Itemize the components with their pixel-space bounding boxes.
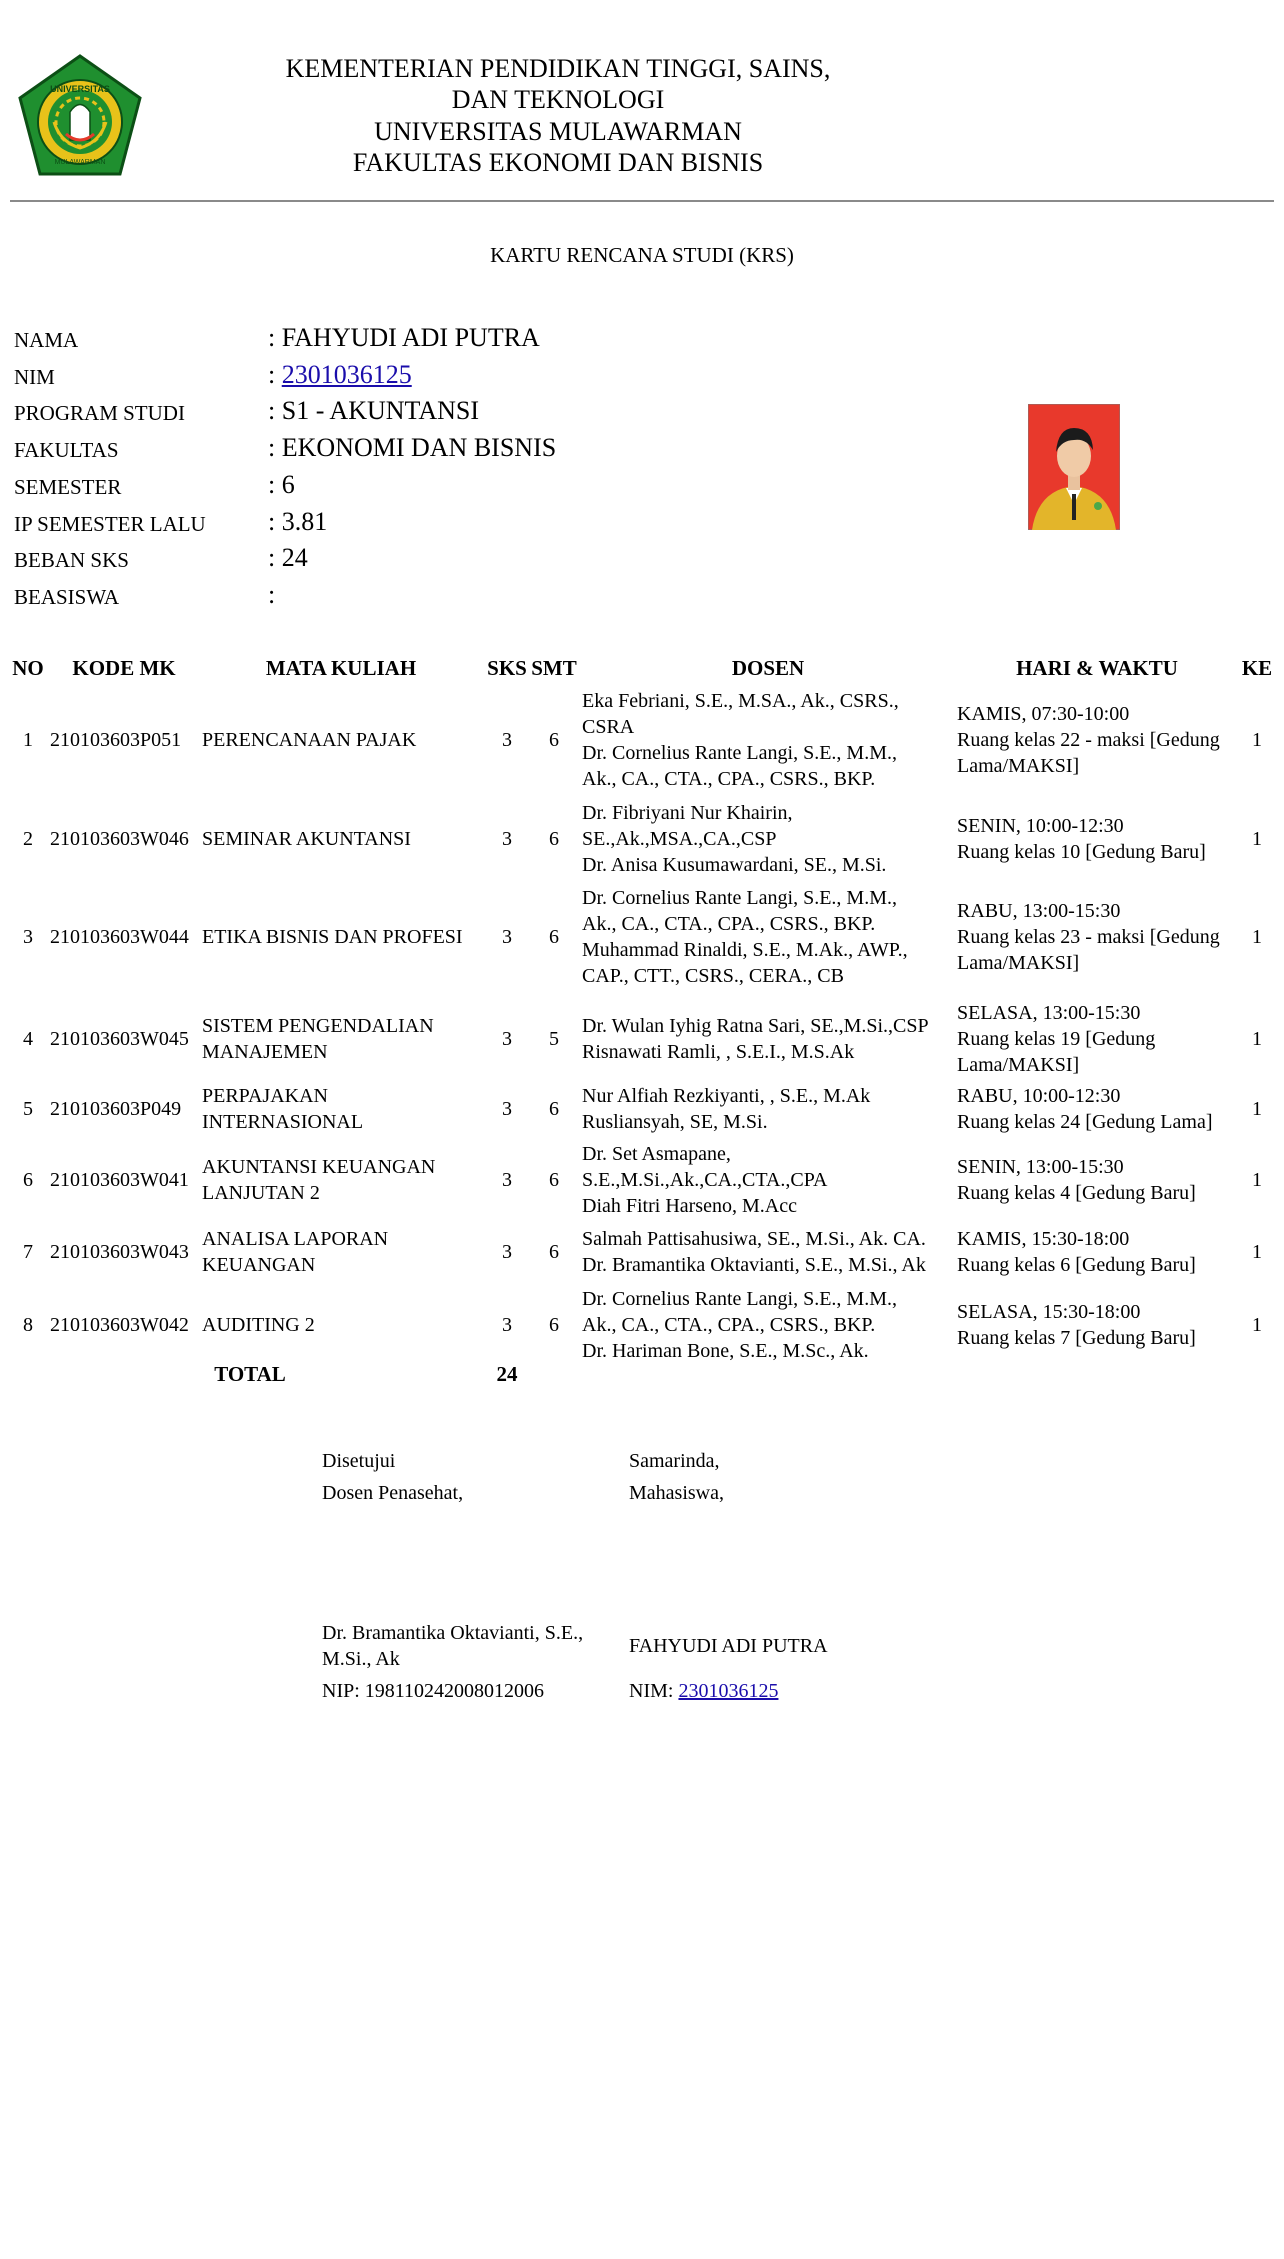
header-line-3: UNIVERSITAS MULAWARMAN xyxy=(374,117,742,146)
cell-schedule xyxy=(957,1000,1239,1078)
value-nim: : 2301036125 xyxy=(268,360,412,389)
lecturer-line: Rusliansyah, SE, M.Si. xyxy=(582,1111,768,1133)
label-faculty: FAKULTAS xyxy=(14,438,119,462)
cell-code: 210103603W045 xyxy=(50,1028,189,1050)
schedule-line: Ruang kelas 6 [Gedung Baru] xyxy=(957,1254,1196,1276)
schedule-line: SELASA, 13:00-15:30 xyxy=(957,1002,1141,1024)
th-schedule: HARI & WAKTU xyxy=(1016,656,1178,680)
cell-sks: 3 xyxy=(502,1028,512,1050)
lecturer-line: Muhammad Rinaldi, S.E., M.Ak., AWP., xyxy=(582,939,908,961)
student-place-label: Samarinda, xyxy=(629,1450,720,1472)
cell-smt: 6 xyxy=(549,1169,559,1191)
label-sks: BEBAN SKS xyxy=(14,548,129,572)
advisor-name: Dr. Bramantika Oktavianti, S.E., M.Si., Ak xyxy=(322,1622,584,1670)
lecturer-line: Dr. Hariman Bone, S.E., M.Sc., Ak. xyxy=(582,1340,869,1362)
th-course: MATA KULIAH xyxy=(265,656,417,680)
schedule-line: Ruang kelas 22 - maksi [Gedung xyxy=(957,729,1220,751)
cell-course xyxy=(202,1226,484,1278)
cell-smt: 6 xyxy=(549,828,559,850)
lecturer-line: Dr. Cornelius Rante Langi, S.E., M.M., xyxy=(582,1288,897,1310)
lecturer-line: Ak., CA., CTA., CPA., CSRS., BKP. xyxy=(582,768,876,790)
header-line-2: DAN TEKNOLOGI xyxy=(451,85,665,114)
header-line-4: FAKULTAS EKONOMI DAN BISNIS xyxy=(352,148,764,177)
th-sks: SKS xyxy=(487,656,527,680)
cell-class: 1 xyxy=(1252,1314,1262,1336)
label-semester: SEMESTER xyxy=(14,475,122,499)
cell-course xyxy=(202,1154,484,1206)
cell-sks: 3 xyxy=(502,729,512,751)
schedule-line: RABU, 10:00-12:30 xyxy=(957,1085,1121,1107)
th-code: KODE MK xyxy=(72,656,176,680)
label-program: PROGRAM STUDI xyxy=(14,401,185,425)
cell-class: 1 xyxy=(1252,1169,1262,1191)
cell-smt: 6 xyxy=(549,1314,559,1336)
course-line: AKUNTANSI KEUANGAN xyxy=(202,1156,436,1178)
cell-smt: 5 xyxy=(549,1028,559,1050)
value-ip: : 3.81 xyxy=(268,507,328,536)
schedule-line: Ruang kelas 4 [Gedung Baru] xyxy=(957,1182,1196,1204)
course-line: ETIKA BISNIS DAN PROFESI xyxy=(202,926,463,948)
header-divider xyxy=(10,200,1274,202)
cell-class: 1 xyxy=(1252,1241,1262,1263)
course-line: MANAJEMEN xyxy=(202,1041,328,1063)
schedule-line: SENIN, 13:00-15:30 xyxy=(957,1156,1124,1178)
label-scholarship: BEASISWA xyxy=(14,585,120,609)
schedule-line: RABU, 13:00-15:30 xyxy=(957,900,1121,922)
course-line: AUDITING 2 xyxy=(202,1314,315,1336)
cell-code: 210103603W044 xyxy=(50,926,189,948)
value-sks: : 24 xyxy=(268,543,308,572)
course-line: KEUANGAN xyxy=(202,1254,316,1276)
cell-course xyxy=(202,1312,484,1338)
cell-sks: 3 xyxy=(502,1314,512,1336)
cell-class: 1 xyxy=(1252,926,1262,948)
cell-course xyxy=(202,924,484,950)
advisor-role-label: Dosen Penasehat, xyxy=(322,1482,464,1504)
course-line: PERPAJAKAN xyxy=(202,1085,328,1107)
cell-class: 1 xyxy=(1252,729,1262,751)
course-line: SISTEM PENGENDALIAN xyxy=(202,1015,434,1037)
lecturer-line: CSRA xyxy=(582,716,635,738)
cell-schedule xyxy=(957,1154,1239,1206)
lecturer-line: Diah Fitri Harseno, M.Acc xyxy=(582,1195,797,1217)
cell-course xyxy=(202,826,484,852)
cell-schedule xyxy=(957,813,1239,865)
cell-sks: 3 xyxy=(502,828,512,850)
cell-code: 210103603W042 xyxy=(50,1314,189,1336)
lecturer-line: Ak., CA., CTA., CPA., CSRS., BKP. xyxy=(582,913,876,935)
lecturer-line: Ak., CA., CTA., CPA., CSRS., BKP. xyxy=(582,1314,876,1336)
cell-lecturer xyxy=(582,1286,954,1364)
lecturer-line: CAP., CTT., CSRS., CERA., CB xyxy=(582,965,844,987)
logo-text: UNIVERSITAS xyxy=(50,84,110,94)
lecturer-line: Nur Alfiah Rezkiyanti, , S.E., M.Ak xyxy=(582,1085,871,1107)
course-line: LANJUTAN 2 xyxy=(202,1182,320,1204)
cell-lecturer xyxy=(582,688,954,792)
th-no: NO xyxy=(12,656,44,680)
lecturer-line: SE.,Ak.,MSA.,CA.,CSP xyxy=(582,828,777,850)
cell-smt: 6 xyxy=(549,1241,559,1263)
cell-schedule xyxy=(957,701,1239,779)
cell-lecturer xyxy=(582,800,954,878)
header-line-1: KEMENTERIAN PENDIDIKAN TINGGI, SAINS, xyxy=(285,54,831,83)
cell-no: 2 xyxy=(23,828,33,850)
cell-no: 4 xyxy=(23,1028,33,1050)
cell-no: 5 xyxy=(23,1098,33,1120)
lecturer-line: Dr. Wulan Iyhig Ratna Sari, SE.,M.Si.,CSP xyxy=(582,1015,929,1037)
cell-no: 3 xyxy=(23,926,33,948)
cell-course xyxy=(202,727,484,753)
schedule-line: KAMIS, 07:30-10:00 xyxy=(957,703,1130,725)
cell-sks: 3 xyxy=(502,926,512,948)
lecturer-line: Dr. Cornelius Rante Langi, S.E., M.M., xyxy=(582,887,897,909)
cell-course xyxy=(202,1013,484,1065)
signature-nim-link[interactable]: 2301036125 xyxy=(678,1680,779,1702)
total-sks: 24 xyxy=(496,1362,518,1386)
cell-schedule xyxy=(957,1299,1239,1351)
cell-sks: 3 xyxy=(502,1169,512,1191)
course-line: ANALISA LAPORAN xyxy=(202,1228,389,1250)
value-scholarship: : xyxy=(268,580,276,609)
lecturer-line: Dr. Bramantika Oktavianti, S.E., M.Si., Ak xyxy=(582,1254,926,1276)
cell-lecturer xyxy=(582,1226,954,1278)
cell-course xyxy=(202,1083,484,1135)
cell-no: 6 xyxy=(23,1169,33,1191)
lecturer-line: S.E.,M.Si.,Ak.,CA.,CTA.,CPA xyxy=(582,1169,828,1191)
schedule-line: SENIN, 10:00-12:30 xyxy=(957,815,1124,837)
lecturer-line: Dr. Set Asmapane, xyxy=(582,1143,731,1165)
schedule-line: Ruang kelas 10 [Gedung Baru] xyxy=(957,841,1206,863)
nim-link[interactable]: 2301036125 xyxy=(281,360,412,389)
cell-sks: 3 xyxy=(502,1098,512,1120)
university-logo xyxy=(14,52,146,184)
label-nim: NIM xyxy=(14,365,55,389)
lecturer-line: Dr. Cornelius Rante Langi, S.E., M.M., xyxy=(582,742,897,764)
lecturer-line: Dr. Anisa Kusumawardani, SE., M.Si. xyxy=(582,854,887,876)
th-lecturer: DOSEN xyxy=(731,656,805,680)
course-line: SEMINAR AKUNTANSI xyxy=(202,828,411,850)
cell-smt: 6 xyxy=(549,1098,559,1120)
cell-sks: 3 xyxy=(502,1241,512,1263)
cell-code: 210103603W046 xyxy=(50,828,189,850)
cell-schedule xyxy=(957,898,1239,976)
lecturer-line: Risnawati Ramli, , S.E.I., M.S.Ak xyxy=(582,1041,855,1063)
course-line: INTERNASIONAL xyxy=(202,1111,364,1133)
cell-lecturer xyxy=(582,885,954,989)
value-semester: : 6 xyxy=(268,470,295,499)
schedule-line: Lama/MAKSI] xyxy=(957,1054,1080,1076)
label-ip: IP SEMESTER LALU xyxy=(14,512,206,536)
value-name: : FAHYUDI ADI PUTRA xyxy=(268,323,540,352)
schedule-line: SELASA, 15:30-18:00 xyxy=(957,1301,1141,1323)
logo-subtext: MULAWARMAN xyxy=(54,159,106,166)
lecturer-line: Eka Febriani, S.E., M.SA., Ak., CSRS., xyxy=(582,690,899,712)
cell-lecturer xyxy=(582,1083,954,1135)
cell-class: 1 xyxy=(1252,828,1262,850)
advisor-nip: NIP: 198110242008012006 xyxy=(322,1680,545,1702)
cell-lecturer xyxy=(582,1013,954,1065)
schedule-line: Ruang kelas 23 - maksi [Gedung xyxy=(957,926,1220,948)
student-nim: NIM: 2301036125 xyxy=(629,1680,779,1702)
cell-no: 1 xyxy=(23,729,33,751)
student-photo xyxy=(1028,404,1120,530)
cell-no: 8 xyxy=(23,1314,33,1336)
cell-schedule xyxy=(957,1083,1239,1135)
cell-lecturer xyxy=(582,1141,954,1219)
document-title: KARTU RENCANA STUDI (KRS) xyxy=(490,243,794,267)
value-faculty: : EKONOMI DAN BISNIS xyxy=(268,433,557,462)
lecturer-line: Dr. Fibriyani Nur Khairin, xyxy=(582,802,793,824)
cell-smt: 6 xyxy=(549,729,559,751)
advisor-approved-label: Disetujui xyxy=(322,1450,396,1472)
schedule-line: Ruang kelas 24 [Gedung Lama] xyxy=(957,1111,1213,1133)
value-program: : S1 - AKUNTANSI xyxy=(268,396,479,425)
cell-class: 1 xyxy=(1252,1098,1262,1120)
schedule-line: Ruang kelas 7 [Gedung Baru] xyxy=(957,1327,1196,1349)
th-class: KE xyxy=(1241,656,1273,680)
total-label: TOTAL xyxy=(214,1362,286,1386)
cell-code: 210103603P051 xyxy=(50,729,182,751)
cell-code: 210103603P049 xyxy=(50,1098,182,1120)
cell-no: 7 xyxy=(23,1241,33,1263)
cell-schedule xyxy=(957,1226,1239,1278)
schedule-line: Lama/MAKSI] xyxy=(957,952,1080,974)
cell-code: 210103603W041 xyxy=(50,1169,189,1191)
student-signature-name: FAHYUDI ADI PUTRA xyxy=(629,1635,828,1657)
th-smt: SMT xyxy=(531,656,577,680)
label-name: NAMA xyxy=(14,328,79,352)
lecturer-line: Salmah Pattisahusiwa, SE., M.Si., Ak. CA. xyxy=(582,1228,926,1250)
schedule-line: Lama/MAKSI] xyxy=(957,755,1080,777)
cell-class: 1 xyxy=(1252,1028,1262,1050)
student-role-label: Mahasiswa, xyxy=(629,1482,724,1504)
schedule-line: KAMIS, 15:30-18:00 xyxy=(957,1228,1130,1250)
cell-smt: 6 xyxy=(549,926,559,948)
schedule-line: Ruang kelas 19 [Gedung xyxy=(957,1028,1156,1050)
course-line: PERENCANAAN PAJAK xyxy=(202,729,417,751)
cell-code: 210103603W043 xyxy=(50,1241,189,1263)
